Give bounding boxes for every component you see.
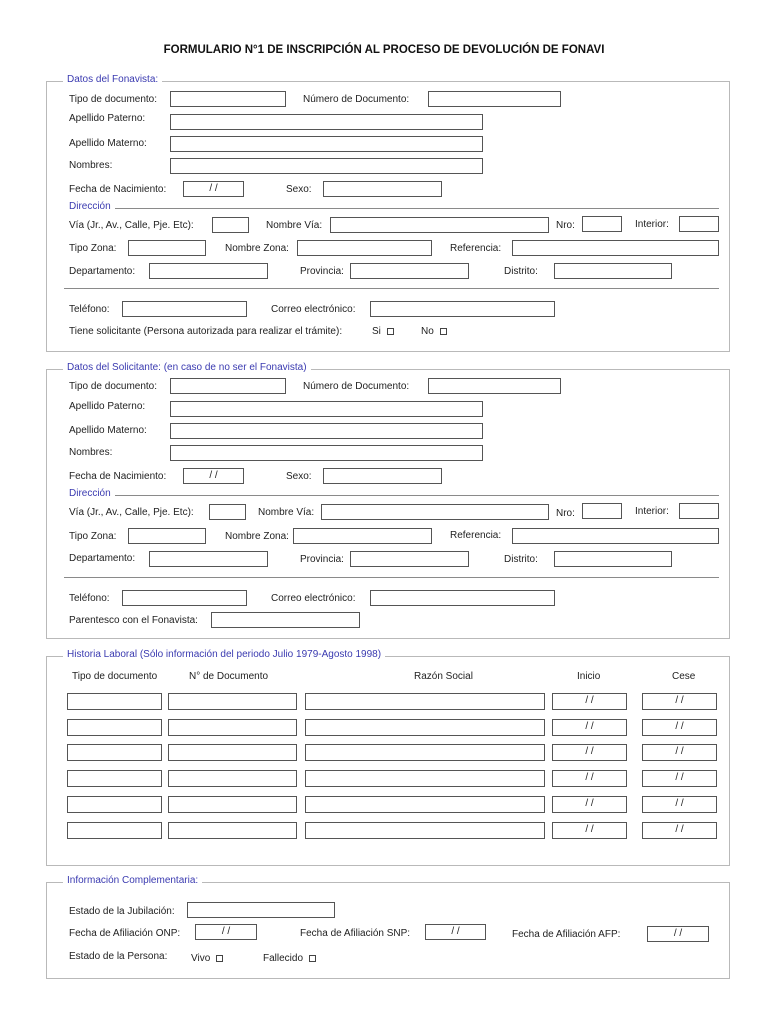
solicitante-telefono-input[interactable]: [122, 590, 247, 606]
solicitante-nro-label: Nro:: [556, 508, 575, 519]
solicitante-nombre-via-label: Nombre Vía:: [258, 507, 315, 518]
fonavista-sexo-label: Sexo:: [286, 184, 312, 195]
fonavista-telefono-input[interactable]: [122, 301, 247, 317]
tipo-doc-cell[interactable]: [67, 822, 162, 839]
razon-social-cell[interactable]: [305, 744, 545, 761]
fonavista-tipo-zona-input[interactable]: [128, 240, 206, 256]
solicitante-nombre-zona-label: Nombre Zona:: [225, 531, 289, 542]
razon-social-cell[interactable]: [305, 770, 545, 787]
fonavista-direccion-heading: Dirección: [69, 201, 111, 212]
no-label: No: [421, 326, 434, 337]
num-doc-cell[interactable]: [168, 770, 297, 787]
fonavista-ap-paterno-input[interactable]: [170, 114, 483, 130]
col-cese: Cese: [672, 671, 696, 682]
solicitante-interior-input[interactable]: [679, 503, 719, 519]
cese-cell[interactable]: / /: [642, 744, 717, 761]
solicitante-tipo-zona-input[interactable]: [128, 528, 206, 544]
fonavista-correo-label: Correo electrónico:: [271, 304, 356, 315]
fonavista-legend: Datos del Fonavista:: [63, 74, 162, 85]
solicitante-direccion-heading: Dirección: [69, 488, 111, 499]
solicitante-nombre-zona-input[interactable]: [293, 528, 432, 544]
inicio-cell[interactable]: / /: [552, 744, 627, 761]
solicitante-provincia-input[interactable]: [350, 551, 469, 567]
tipo-doc-cell[interactable]: [67, 693, 162, 710]
vivo-checkbox[interactable]: [216, 955, 223, 962]
si-label: Si: [372, 326, 381, 337]
jubilacion-label: Estado de la Jubilación:: [69, 906, 175, 917]
fonavista-telefono-label: Teléfono:: [69, 304, 110, 315]
jubilacion-input[interactable]: [187, 902, 335, 918]
solicitante-interior-label: Interior:: [635, 506, 669, 517]
solicitante-correo-input[interactable]: [370, 590, 555, 606]
solicitante-ap-materno-input[interactable]: [170, 423, 483, 439]
fallecido-option: [263, 953, 316, 964]
cese-cell[interactable]: / /: [642, 693, 717, 710]
fonavista-departamento-input[interactable]: [149, 263, 268, 279]
fonavista-referencia-label: Referencia:: [450, 243, 502, 254]
num-doc-cell[interactable]: [168, 693, 297, 710]
fonavista-provincia-input[interactable]: [350, 263, 469, 279]
fecha-onp-label: Fecha de Afiliación ONP:: [69, 928, 181, 939]
tipo-doc-cell[interactable]: [67, 719, 162, 736]
fecha-onp-input[interactable]: / /: [195, 924, 257, 940]
solicitante-departamento-label: Departamento:: [69, 553, 136, 564]
solicitante-provincia-label: Provincia:: [300, 554, 344, 565]
fecha-afp-label: Fecha de Afiliación AFP:: [512, 929, 621, 940]
fonavista-distrito-input[interactable]: [554, 263, 672, 279]
fonavista-via-input[interactable]: [212, 217, 249, 233]
cese-cell[interactable]: / /: [642, 796, 717, 813]
fonavista-departamento-label: Departamento:: [69, 266, 136, 277]
historia-legend: Historia Laboral (Sólo información del periodo Julio 1979-Agosto 1998): [63, 649, 385, 660]
num-doc-cell[interactable]: [168, 719, 297, 736]
solicitante-sexo-label: Sexo:: [286, 471, 312, 482]
form-title: FORMULARIO N°1 DE INSCRIPCIÓN AL PROCESO DE DEVOLUCIÓN DE FONAVI: [163, 44, 605, 56]
cese-cell[interactable]: / /: [642, 770, 717, 787]
solicitante-referencia-input[interactable]: [512, 528, 719, 544]
solicitante-distrito-label: Distrito:: [504, 554, 538, 565]
fonavista-tipo-doc-label: Tipo de documento:: [69, 94, 158, 105]
col-inicio: Inicio: [577, 671, 601, 682]
fonavista-solicitante-si: [372, 326, 394, 337]
fonavista-ap-materno-label: Apellido Materno:: [69, 138, 147, 149]
fonavista-provincia-label: Provincia:: [300, 266, 344, 277]
razon-social-cell[interactable]: [305, 693, 545, 710]
fonavista-nro-input[interactable]: [582, 216, 622, 232]
fonavista-tipo-zona-label: Tipo Zona:: [69, 243, 117, 254]
fonavista-via-label: Vía (Jr., Av., Calle, Pje. Etc):: [69, 220, 194, 231]
inicio-cell[interactable]: / /: [552, 770, 627, 787]
vivo-option: [191, 953, 223, 964]
solicitante-nombre-via-input[interactable]: [321, 504, 549, 520]
razon-social-cell[interactable]: [305, 822, 545, 839]
num-doc-cell[interactable]: [168, 796, 297, 813]
fonavista-sexo-input[interactable]: [323, 181, 442, 197]
solicitante-legend: Datos del Solicitante: (en caso de no ser el Fonavista): [63, 362, 311, 373]
solicitante-ap-paterno-input[interactable]: [170, 401, 483, 417]
solicitante-nro-input[interactable]: [582, 503, 622, 519]
col-num-doc: N° de Documento: [189, 671, 269, 682]
solicitante-via-input[interactable]: [209, 504, 246, 520]
num-doc-cell[interactable]: [168, 744, 297, 761]
solicitante-via-label: Vía (Jr., Av., Calle, Pje. Etc):: [69, 507, 194, 518]
fallecido-label: Fallecido: [263, 953, 304, 964]
fonavista-nombre-zona-label: Nombre Zona:: [225, 243, 289, 254]
estado-persona-label: Estado de la Persona:: [69, 951, 168, 962]
solicitante-nombres-label: Nombres:: [69, 447, 113, 458]
solicitante-referencia-label: Referencia:: [450, 530, 502, 541]
cese-cell[interactable]: / /: [642, 719, 717, 736]
solicitante-num-doc-label: Número de Documento:: [303, 381, 410, 392]
fonavista-solicitante-question: Tiene solicitante (Persona autorizada para realizar el trámite):: [69, 326, 343, 337]
razon-social-cell[interactable]: [305, 719, 545, 736]
solicitante-distrito-input[interactable]: [554, 551, 672, 567]
vivo-label: Vivo: [191, 953, 211, 964]
fecha-snp-label: Fecha de Afiliación SNP:: [300, 928, 411, 939]
fonavista-nombres-label: Nombres:: [69, 160, 113, 171]
fonavista-distrito-label: Distrito:: [504, 266, 538, 277]
fonavista-solicitante-no: [421, 326, 447, 337]
solicitante-divider: [64, 577, 719, 578]
col-razon-social: Razón Social: [414, 671, 473, 682]
solicitante-tipo-doc-label: Tipo de documento:: [69, 381, 158, 392]
fonavista-num-doc-label: Número de Documento:: [303, 94, 410, 105]
fonavista-tipo-doc-input[interactable]: [170, 91, 286, 107]
solicitante-correo-label: Correo electrónico:: [271, 593, 356, 604]
solicitante-tipo-doc-input[interactable]: [170, 378, 286, 394]
inicio-cell[interactable]: / /: [552, 719, 627, 736]
fonavista-nombres-input[interactable]: [170, 158, 483, 174]
fonavista-ap-materno-input[interactable]: [170, 136, 483, 152]
fonavista-ap-paterno-label: Apellido Paterno:: [69, 113, 146, 124]
fonavista-interior-label: Interior:: [635, 219, 669, 230]
solicitante-parentesco-label: Parentesco con el Fonavista:: [69, 615, 198, 626]
fonavista-direccion-rule: [115, 208, 719, 209]
solicitante-ap-paterno-label: Apellido Paterno:: [69, 401, 146, 412]
solicitante-telefono-label: Teléfono:: [69, 593, 110, 604]
fonavista-nombre-via-input[interactable]: [330, 217, 549, 233]
solicitante-ap-materno-label: Apellido Materno:: [69, 425, 147, 436]
fonavista-nro-label: Nro:: [556, 220, 575, 231]
fonavista-divider: [64, 288, 719, 289]
tipo-doc-cell[interactable]: [67, 770, 162, 787]
fonavista-interior-input[interactable]: [679, 216, 719, 232]
num-doc-cell[interactable]: [168, 822, 297, 839]
fonavista-nombre-zona-input[interactable]: [297, 240, 432, 256]
si-checkbox[interactable]: [387, 328, 394, 335]
solicitante-departamento-input[interactable]: [149, 551, 268, 567]
fonavista-nombre-via-label: Nombre Vía:: [266, 220, 323, 231]
razon-social-cell[interactable]: [305, 796, 545, 813]
inicio-cell[interactable]: / /: [552, 693, 627, 710]
solicitante-direccion-rule: [115, 495, 719, 496]
inicio-cell[interactable]: / /: [552, 796, 627, 813]
solicitante-fecha-nac-label: Fecha de Nacimiento:: [69, 471, 167, 482]
no-checkbox[interactable]: [440, 328, 447, 335]
cese-cell[interactable]: / /: [642, 822, 717, 839]
col-tipo-doc: Tipo de documento: [72, 671, 158, 682]
complementaria-legend: Información Complementaria:: [63, 875, 202, 886]
fonavista-referencia-input[interactable]: [512, 240, 719, 256]
tipo-doc-cell[interactable]: [67, 796, 162, 813]
fonavista-fecha-nac-input[interactable]: / /: [183, 181, 244, 197]
solicitante-sexo-input[interactable]: [323, 468, 442, 484]
fonavista-correo-input[interactable]: [370, 301, 555, 317]
inicio-cell[interactable]: / /: [552, 822, 627, 839]
solicitante-parentesco-input[interactable]: [211, 612, 360, 628]
fonavista-num-doc-input[interactable]: [428, 91, 561, 107]
fallecido-checkbox[interactable]: [309, 955, 316, 962]
fonavista-fecha-nac-label: Fecha de Nacimiento:: [69, 184, 167, 195]
solicitante-num-doc-input[interactable]: [428, 378, 561, 394]
tipo-doc-cell[interactable]: [67, 744, 162, 761]
solicitante-tipo-zona-label: Tipo Zona:: [69, 531, 117, 542]
fecha-snp-input[interactable]: / /: [425, 924, 486, 940]
solicitante-nombres-input[interactable]: [170, 445, 483, 461]
solicitante-fecha-nac-input[interactable]: / /: [183, 468, 244, 484]
fecha-afp-input[interactable]: / /: [647, 926, 709, 942]
